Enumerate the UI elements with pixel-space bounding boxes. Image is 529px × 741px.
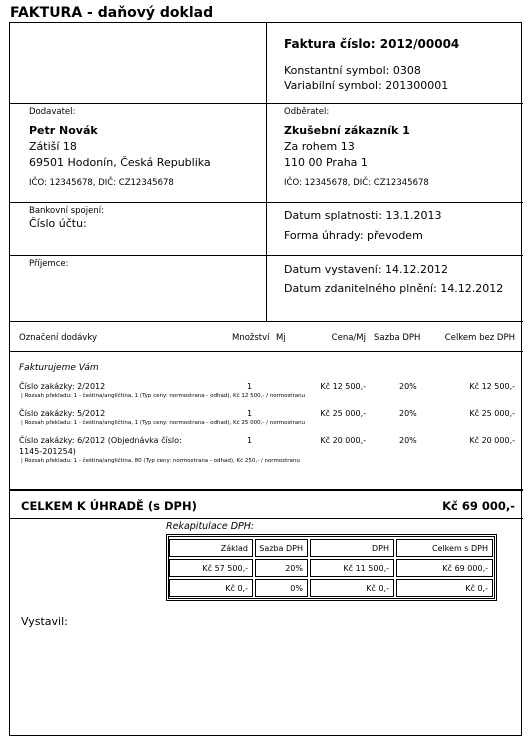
- issued-by-label: Vystavil:: [21, 615, 68, 628]
- item-price: Kč 12 500,-: [320, 382, 366, 391]
- recap-vat: Kč 11 500,-: [310, 559, 394, 577]
- vat-recap-table: [166, 534, 497, 601]
- col-header-unit: Mj: [276, 333, 286, 343]
- issue-date: Datum vystavení: 14.12.2012: [284, 263, 449, 276]
- total-value: Kč 69 000,-: [442, 499, 515, 513]
- recap-header-base: Základ: [169, 539, 253, 557]
- items-intro: Fakturujeme Vám: [19, 363, 99, 373]
- item-title-continued: 1145-201254): [19, 447, 76, 456]
- recap-total: Kč 69 000,-: [396, 559, 493, 577]
- item-total: Kč 25 000,-: [469, 409, 515, 418]
- recap-base: Kč 57 500,-: [169, 559, 253, 577]
- supplier-city: 69501 Hodonín, Česká Republika: [29, 156, 211, 169]
- item-total: Kč 20 000,-: [469, 436, 515, 445]
- bank-label: Bankovní spojení:: [29, 206, 104, 216]
- item-qty: 1: [247, 382, 253, 391]
- constant-symbol: Konstantní symbol: 0308: [284, 64, 421, 77]
- divider: [9, 321, 523, 322]
- customer-city: 110 00 Praha 1: [284, 156, 368, 169]
- divider: [9, 351, 523, 352]
- item-detail: | Rozsah překladu: 1 - čeština/angličtina, 1 (Typ ceny: normostrana - odhad), Kč 25 000,- / normostranu: [21, 420, 306, 426]
- supplier-label: Dodavatel:: [29, 107, 76, 117]
- divider: [9, 489, 523, 491]
- document-title: FAKTURA - daňový doklad: [10, 5, 214, 21]
- item-vat: 20%: [399, 409, 417, 418]
- supplier-name: Petr Novák: [29, 124, 98, 137]
- total-label: CELKEM K ÚHRADĚ (s DPH): [21, 499, 197, 513]
- item-qty: 1: [247, 409, 253, 418]
- variable-symbol: Variabilní symbol: 201300001: [284, 79, 449, 92]
- taxable-date: Datum zdanitelného plnění: 14.12.2012: [284, 282, 504, 295]
- customer-label: Odběratel:: [284, 107, 330, 117]
- customer-street: Za rohem 13: [284, 140, 355, 153]
- customer-ids: IČO: 12345678, DIČ: CZ12345678: [284, 178, 429, 188]
- item-vat: 20%: [399, 436, 417, 445]
- item-title: Číslo zakázky: 5/2012: [19, 409, 106, 418]
- recap-vat: Kč 0,-: [310, 579, 394, 597]
- col-header-qty: Množství: [232, 333, 270, 343]
- recap-rate: 0%: [255, 579, 308, 597]
- recap-header-rate: Sazba DPH: [255, 539, 308, 557]
- column-divider: [266, 22, 267, 321]
- vat-recap-title: Rekapitulace DPH:: [166, 521, 255, 532]
- item-detail: | Rozsah překladu: 1 - čeština/angličtina, 80 (Typ ceny: normostrana - odhad), Kč 250,- / normostranu: [21, 458, 300, 464]
- payment-method: Forma úhrady: převodem: [284, 229, 423, 242]
- col-header-price: Cena/Mj: [331, 333, 366, 343]
- recap-rate: 20%: [255, 559, 308, 577]
- due-date: Datum splatnosti: 13.1.2013: [284, 209, 442, 222]
- supplier-ids: IČO: 12345678, DIČ: CZ12345678: [29, 178, 174, 188]
- col-header-total: Celkem bez DPH: [444, 333, 515, 343]
- divider: [9, 518, 523, 519]
- recap-base: Kč 0,-: [169, 579, 253, 597]
- recap-header-total: Celkem s DPH: [396, 539, 493, 557]
- col-header-vat: Sazba DPH: [374, 333, 421, 343]
- item-title: Číslo zakázky: 2/2012: [19, 382, 106, 391]
- invoice-number: Faktura číslo: 2012/00004: [284, 37, 460, 51]
- item-total: Kč 12 500,-: [469, 382, 515, 391]
- item-price: Kč 20 000,-: [320, 436, 366, 445]
- supplier-street: Zátiší 18: [29, 140, 77, 153]
- item-qty: 1: [247, 436, 253, 445]
- customer-name: Zkušební zákazník 1: [284, 124, 410, 137]
- recap-total: Kč 0,-: [396, 579, 493, 597]
- account-number-label: Číslo účtu:: [29, 217, 87, 230]
- item-detail: | Rozsah překladu: 1 - čeština/angličtina, 1 (Typ ceny: normostrana - odhad), Kč 12 500,- / normostranu: [21, 393, 306, 399]
- recipient-label: Příjemce:: [29, 259, 69, 269]
- item-price: Kč 25 000,-: [320, 409, 366, 418]
- col-header-item: Označení dodávky: [19, 333, 97, 343]
- item-vat: 20%: [399, 382, 417, 391]
- recap-header-vat: DPH: [310, 539, 394, 557]
- item-title: Číslo zakázky: 6/2012 (Objednávka číslo:: [19, 436, 182, 445]
